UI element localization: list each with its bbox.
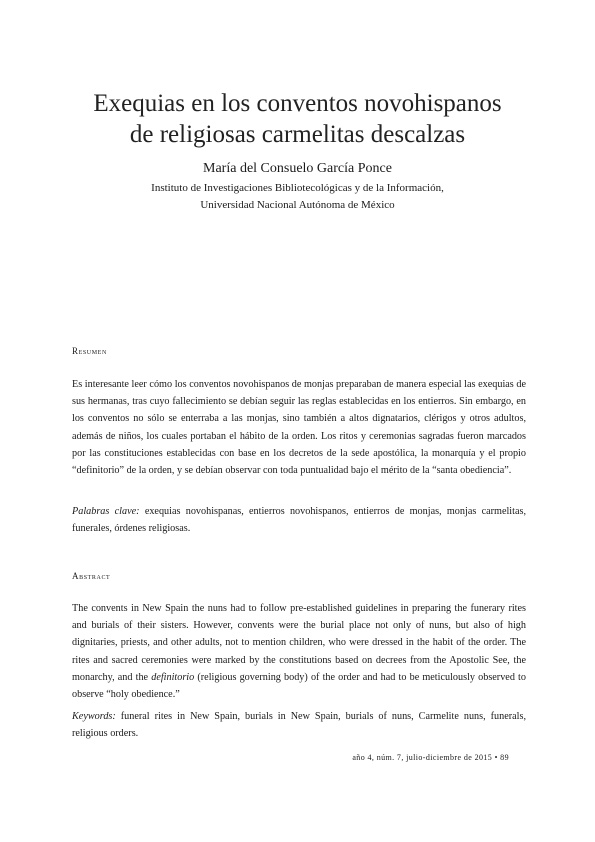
title-line-1: Exequias en los conventos novohispanos [93, 90, 502, 117]
affiliation-line-1: Instituto de Investigaciones Bibliotecológicas y de la Información, [151, 182, 444, 194]
author-affiliation [60, 180, 535, 214]
keywords-en-text: funeral rites in New Spain, burials in New Spain, burials of nuns, Carmelite nuns, funerals, religious orders. [72, 711, 526, 740]
resumen-keywords [72, 503, 526, 537]
abstract-text-2: (religious governing body) of the order and had to be meticulously observed to observe “holy obedience.” [72, 671, 526, 701]
affiliation-line-2: Universidad Nacional Autónoma de México [200, 199, 395, 211]
keywords-text: exequias novohispanas, entierros novohispanos, entierros de monjas, monjas carmelitas, funerales, órdenes religiosas. [72, 506, 526, 535]
abstract-italic-term: definitorio [151, 671, 195, 683]
keywords-en-label: Keywords: [72, 711, 116, 722]
resumen-body: Es interesante leer cómo los conventos novohispanos de monjas preparaban de manera especial las exequias de sus hermanas, tras cuyo fallecimiento se debían seguir las reglas establecidas en los entierros. Sin embargo, en los conventos no sólo se enterraba a las monjas, sino también a altos dignatarios, clérigos y otros adultos, además de niños, los cuales portaban el hábito de la orden. Los ritos y ceremonias sagradas fueron marcados por las constituciones establecidas con base en los decretos de la sede apostólica, la monarquía y el propio “definitorio” de la orden, y se debían observar con toda puntualidad bajo el mérito de la “santa obediencia”. [72, 379, 526, 477]
abstract-heading: Abstract [72, 571, 111, 581]
title-line-2: de religiosas carmelitas descalzas [129, 121, 466, 148]
author-name: María del Consuelo García Ponce [203, 161, 392, 176]
resumen-heading: Resumen [72, 346, 107, 356]
abstract-body [72, 600, 526, 703]
article-title [60, 88, 535, 150]
page-footer: año 4, núm. 7, julio-diciembre de 2015 • 89 [352, 753, 509, 762]
keywords-label: Palabras clave: [72, 506, 140, 517]
abstract-text-1: The convents in New Spain the nuns had to follow pre-established guidelines in preparing the funerary rites and burials of their sisters. However, convents were the burial place not only of nuns, but also of high dignitaries, priests, and other adults, not to mention children, who were dressed in the habit of the order. The rites and sacred ceremonies were marked by the constitutions based on decrees from the Apostolic See, the monarchy, and the [72, 603, 526, 683]
abstract-keywords [72, 708, 526, 742]
